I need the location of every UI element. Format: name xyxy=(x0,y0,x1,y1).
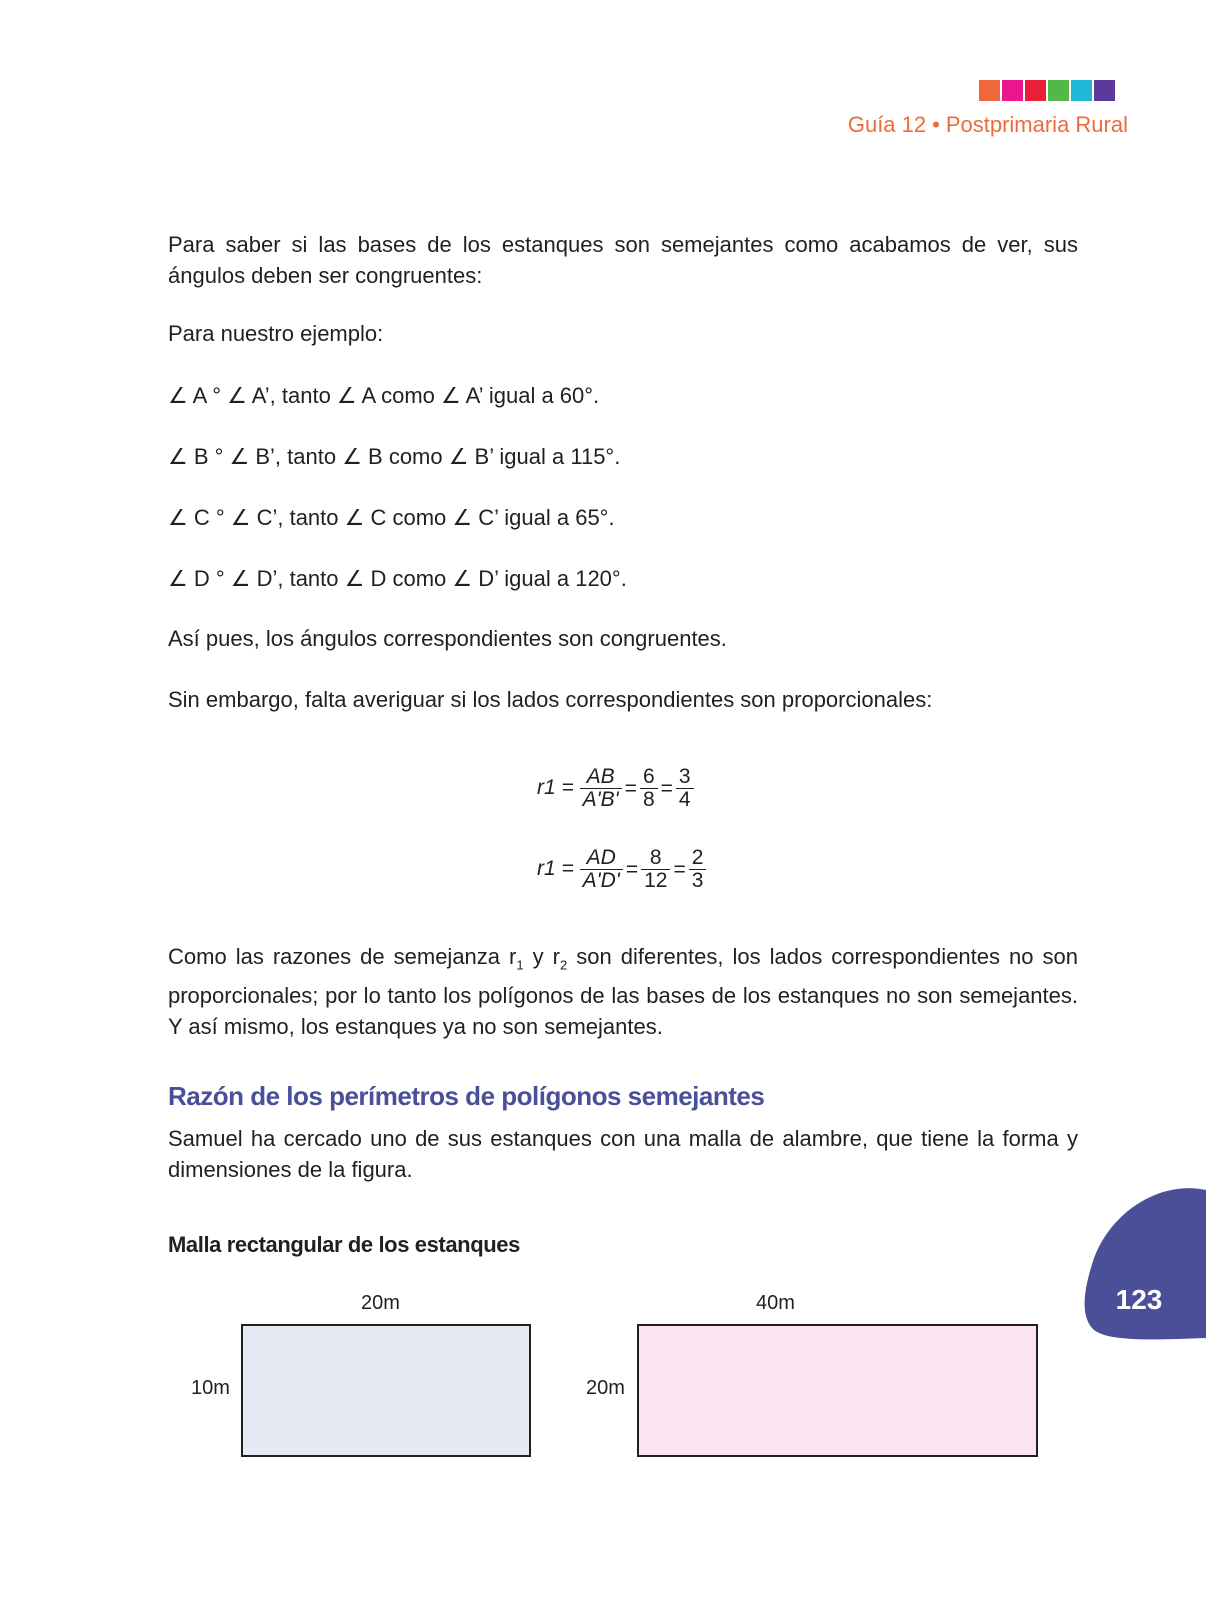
angle-line-a: ∠ A ° ∠ A’, tanto ∠ A como ∠ A’ igual a 60°. xyxy=(168,383,600,408)
fraction-2-3 xyxy=(689,847,707,892)
subscript-2: 2 xyxy=(559,957,568,973)
fraction-ad xyxy=(580,847,623,892)
fraction-denominator: 4 xyxy=(678,788,691,812)
equals-sign: = xyxy=(624,776,637,800)
fraction-numerator: 6 xyxy=(640,766,658,789)
small-rectangle xyxy=(241,1324,531,1457)
color-squares xyxy=(979,80,1115,101)
fraction-denominator: 3 xyxy=(691,869,704,893)
color-square-red xyxy=(1025,80,1046,101)
large-rectangle xyxy=(637,1324,1038,1457)
fraction-6-8 xyxy=(640,766,658,811)
fraction-3-4 xyxy=(676,766,694,811)
rect1-width-label: 20m xyxy=(361,1292,400,1314)
fraction-denominator: A'B' xyxy=(582,788,619,812)
figure-title: Malla rectangular de los estanques xyxy=(168,1232,520,1257)
equals-sign: = xyxy=(673,857,686,881)
fraction-numerator: AD xyxy=(580,847,623,870)
color-square-cyan xyxy=(1071,80,1092,101)
color-square-orange xyxy=(979,80,1000,101)
sides-paragraph: Sin embargo, falta averiguar si los lados correspondientes son proporcionales: xyxy=(168,687,933,712)
color-square-purple xyxy=(1094,80,1115,101)
congruent-paragraph: Así pues, los ángulos correspondientes son congruentes. xyxy=(168,626,727,651)
running-header xyxy=(848,112,1128,138)
rect2-height-label: 20m xyxy=(586,1377,625,1399)
fraction-8-12 xyxy=(641,847,670,892)
fraction-numerator: 3 xyxy=(676,766,694,789)
angle-line-d: ∠ D ° ∠ D’, tanto ∠ D como ∠ D’ igual a 120°. xyxy=(168,566,627,591)
rect1-height-label: 10m xyxy=(191,1377,230,1399)
subscript-1: 1 xyxy=(516,957,524,973)
equals-sign: = xyxy=(625,857,639,881)
page-number: 123 xyxy=(1115,1284,1163,1315)
series-label: Postprimaria Rural xyxy=(945,112,1128,137)
example-label: Para nuestro ejemplo: xyxy=(168,321,384,346)
intro-paragraph: Para saber si las bases de los estanques son semejantes como acabamos de ver, sus ángulos deben ser congruentes: xyxy=(168,232,1078,288)
fraction-numerator: AB xyxy=(580,766,622,789)
bullet-separator: • xyxy=(932,112,940,137)
conclusion-text: son diferentes, los lados correspondientes no son proporcionales; por lo tanto los polígonos de las bases de los estanques no son semejantes. Y así mismo, los estanques ya no son semejantes. xyxy=(168,944,1078,1040)
ratio-formula-ad xyxy=(537,847,706,892)
color-square-magenta xyxy=(1002,80,1023,101)
section-heading: Razón de los perímetros de polígonos semejantes xyxy=(168,1081,765,1111)
equals-sign: = xyxy=(660,776,673,800)
guide-label: Guía 12 xyxy=(847,112,927,137)
fraction-numerator: 2 xyxy=(689,847,707,870)
ratio-formula-ab xyxy=(537,766,694,811)
color-square-green xyxy=(1048,80,1069,101)
fraction-denominator: 12 xyxy=(644,869,668,893)
formula-lhs: r1 = xyxy=(537,776,574,800)
fraction-ab xyxy=(580,766,622,811)
rect2-width-label: 40m xyxy=(756,1292,795,1314)
angle-line-b: ∠ B ° ∠ B’, tanto ∠ B como ∠ B’ igual a 115°. xyxy=(168,444,621,469)
section-paragraph: Samuel ha cercado uno de sus estanques con una malla de alambre, que tiene la forma y dimensiones de la figura. xyxy=(168,1126,1078,1182)
conclusion-text: Como las razones de semejanza r xyxy=(168,944,517,969)
fraction-numerator: 8 xyxy=(641,847,670,870)
angle-line-c: ∠ C ° ∠ C’, tanto ∠ C como ∠ C’ igual a 65°. xyxy=(168,505,615,530)
conclusion-paragraph xyxy=(168,941,1078,1042)
formula-lhs: r1 = xyxy=(537,857,574,881)
conclusion-text: y r xyxy=(523,944,560,969)
fraction-denominator: 8 xyxy=(642,788,655,812)
page-number-blob xyxy=(1082,1188,1206,1340)
fraction-denominator: A'D' xyxy=(582,869,620,893)
